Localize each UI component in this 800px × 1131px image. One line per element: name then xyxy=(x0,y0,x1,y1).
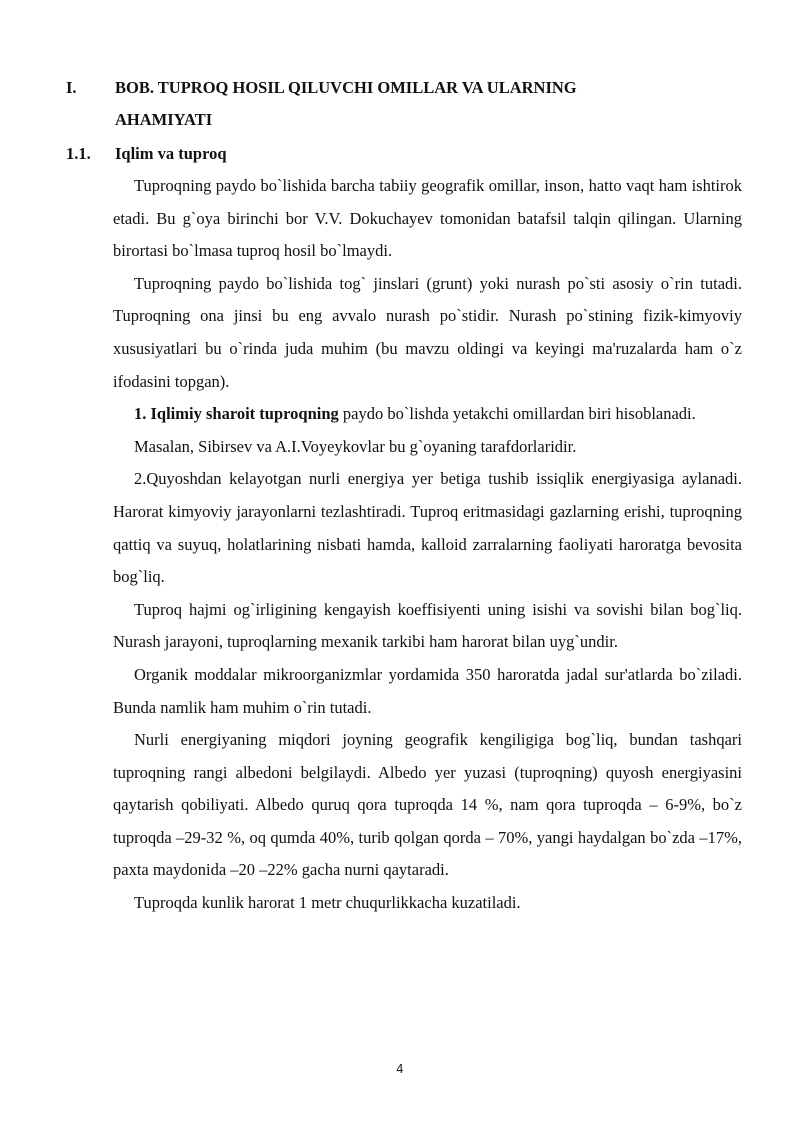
paragraph: Organik moddalar mikroorganizmlar yordamida 350 haroratda jadal sur'atlarda bo`ziladi. Bunda namlik ham muhim o`rin tutadi. xyxy=(113,664,742,717)
chapter-number: I. xyxy=(66,78,77,97)
section-title: Iqlim va tuproq xyxy=(115,144,227,163)
body-text xyxy=(113,170,742,920)
chapter-title-line2: AHAMIYATI xyxy=(115,110,213,129)
page-number: 4 xyxy=(396,1062,404,1076)
chapter-title-line1: BOB. TUPROQ HOSIL QILUVCHI OMILLAR VA ULARNING xyxy=(115,78,577,97)
paragraph: 2.Quyoshdan kelayotgan nurli energiya yer betiga tushib issiqlik energiyasiga aylanadi. Harorat kimyoviy jarayonlarni tezlashtiradi. Tuproq eritmasidagi gazlarning erishi, tuproqning qattiq va suyuq, holatlarining nisbati hamda, kalloid zarralarning faoliyati haroratga bevosita bog`liq. xyxy=(113,469,742,587)
paragraph: Tuproqda kunlik harorat 1 metr chuqurlikkacha kuzatiladi. xyxy=(134,893,521,913)
paragraph: Tuproqning paydo bo`lishida barcha tabiiy geografik omillar, inson, hatto vaqt ham ishtirok etadi. Bu g`oya birinchi bor V.V. Dokuchayev tomonidan batafsil talqin qilingan. Ularning birortasi bo`lmasa tuproq hosil bo`lmaydi. xyxy=(113,176,742,261)
paragraph: Tuproqning paydo bo`lishida tog` jinslari (grunt) yoki nurash po`sti asosiy o`rin tutadi. Tuproqning ona jinsi bu eng avvalo nurash po`stidir. Nurash po`stining fizik-kimyoviy xususiyatlari bu o`rinda juda muhim (bu mavzu oldingi va keyingi ma'ruzalarda ham o`z ifodasini topgan). xyxy=(113,273,742,391)
paragraph: Nurli energiyaning miqdori joyning geografik kengiligiga bog`liq, bundan tashqari tuproqning rangi albedoni belgilaydi. Albedo yer yuzasi (tuproqning) quyosh energiyasini qaytarish qobiliyati. Albedo quruq qora tuproqda 14 %, nam qora tuproqda – 6-9%, bo`z tuproqda –29-32 %, oq qumda 40%, turib qolgan qorda – 70%, yangi haydalgan bo`zda –17%, paxta maydonida –20 –22% gacha nurni qaytaradi. xyxy=(113,730,742,880)
paragraph: Tuproq hajmi og`irligining kengayish koeffisiyenti uning isishi va sovishi bilan bog`liq. Nurash jarayoni, tuproqlarning mexanik tarkibi ham harorat bilan uyg`undir. xyxy=(113,599,742,652)
paragraph xyxy=(113,398,742,431)
paragraph-rest: paydo bo`lishda yetakchi omillardan biri hisoblanadi. xyxy=(338,404,696,424)
section-number: 1.1. xyxy=(66,144,91,163)
paragraph-bold-lead: 1. Iqlimiy sharoit tuproqning xyxy=(134,404,339,424)
paragraph: Masalan, Sibirsev va A.I.Voyeykovlar bu g`oyaning tarafdorlaridir. xyxy=(134,436,577,456)
